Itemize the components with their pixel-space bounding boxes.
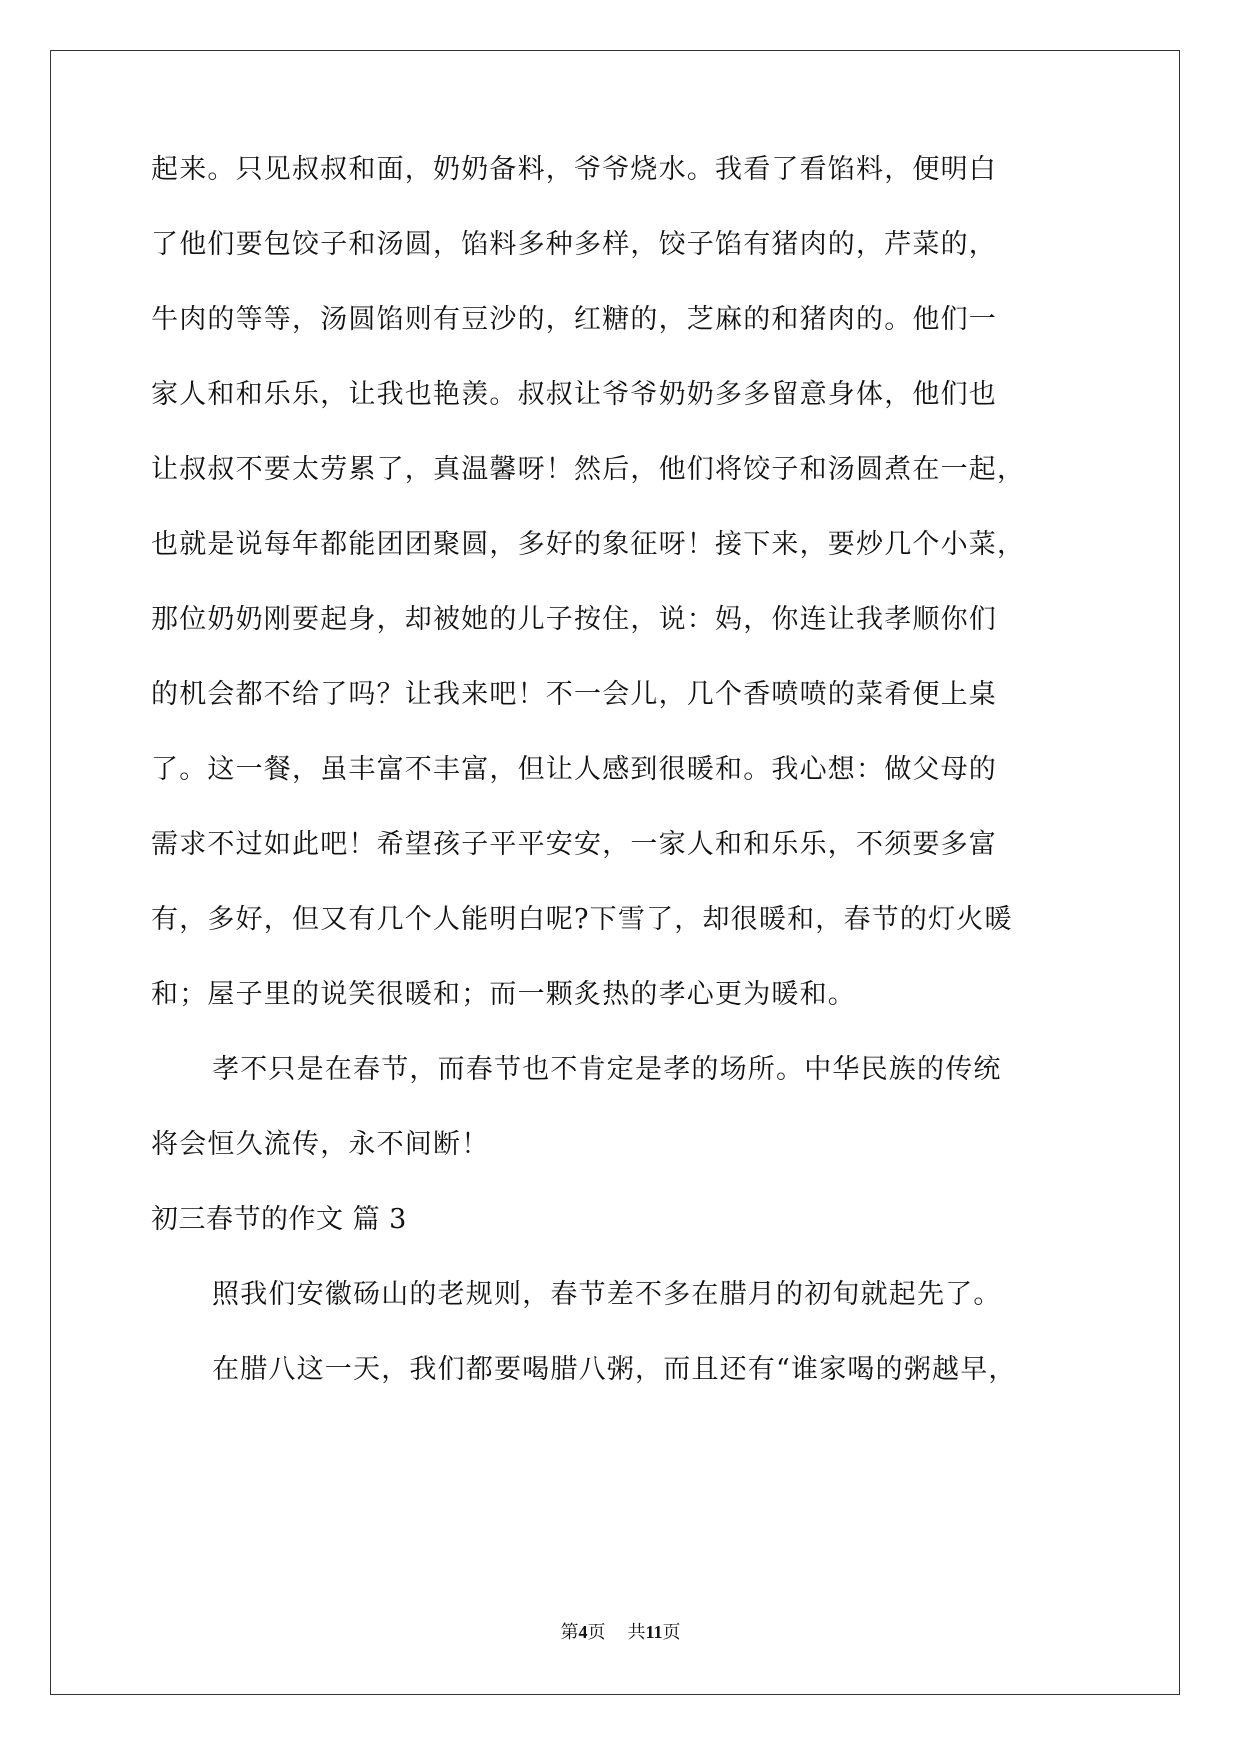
total-page-number: 11 bbox=[645, 1622, 663, 1642]
paragraph-first-line: 在腊八这一天，我们都要喝腊八粥，而且还有“谁家喝的粥越早， bbox=[212, 1354, 1017, 1385]
paragraph-first-line: 孝不只是在春节，而春节也不肯定是孝的场所。中华民族的传统 bbox=[212, 1054, 1002, 1085]
text-line: 也就是说每年都能团团聚圆，多好的象征呀！接下来，要炒几个小菜， bbox=[151, 529, 1026, 560]
text-line: 家人和和乐乐，让我也艳羡。叔叔让爷爷奶奶多多留意身体，他们也 bbox=[151, 379, 997, 410]
text-line: 了他们要包饺子和汤圆，馅料多种多样，饺子馅有猪肉的，芹菜的， bbox=[151, 229, 997, 260]
text-line: 有，多好，但又有几个人能明白呢?下雪了，却很暖和，春节的灯火暖 bbox=[151, 904, 1013, 935]
page-border bbox=[50, 50, 1180, 1695]
footer-prefix: 第 bbox=[560, 1622, 579, 1642]
footer-total-suffix: 页 bbox=[662, 1622, 681, 1642]
text-line: 需求不过如此吧！希望孩子平平安安，一家人和和乐乐，不须要多富 bbox=[151, 829, 997, 860]
text-line: 牛肉的等等，汤圆馅则有豆沙的，红糖的，芝麻的和猪肉的。他们一 bbox=[151, 304, 997, 335]
text-line: 起来。只见叔叔和面，奶奶备料，爷爷烧水。我看了看馅料，便明白 bbox=[151, 154, 997, 185]
current-page-number: 4 bbox=[578, 1622, 588, 1642]
text-line: 那位奶奶刚要起身，却被她的儿子按住，说：妈，你连让我孝顺你们 bbox=[151, 604, 997, 635]
text-line: 将会恒久流传，永不间断！ bbox=[151, 1129, 490, 1160]
text-line: 和；屋子里的说笑很暖和；而一颗炙热的孝心更为暖和。 bbox=[151, 979, 856, 1010]
footer-total-prefix: 共 bbox=[627, 1622, 646, 1642]
text-line: 让叔叔不要太劳累了，真温馨呀！然后，他们将饺子和汤圆煮在一起， bbox=[151, 454, 1026, 485]
footer-page-word: 页 bbox=[587, 1622, 606, 1642]
page-footer bbox=[0, 1620, 1241, 1644]
text-line: 的机会都不给了吗？让我来吧！不一会儿，几个香喷喷的菜肴便上桌 bbox=[151, 679, 997, 710]
paragraph-first-line: 照我们安徽砀山的老规则，春节差不多在腊月的初旬就起先了。 bbox=[212, 1279, 1002, 1310]
section-heading: 初三春节的作文 篇 3 bbox=[151, 1204, 407, 1235]
text-line: 了。这一餐，虽丰富不丰富，但让人感到很暖和。我心想：做父母的 bbox=[151, 754, 997, 785]
